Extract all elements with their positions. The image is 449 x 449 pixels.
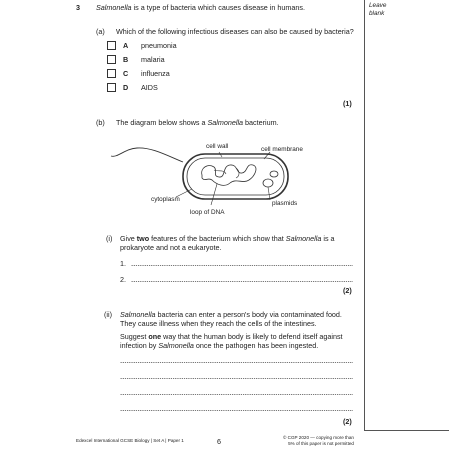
answer-2-line[interactable]: [131, 281, 353, 282]
part-b-intro-post: bacterium.: [243, 118, 279, 127]
margin-note-line2: blank: [369, 10, 385, 17]
sub-i-line1-pre: Give: [120, 234, 137, 243]
plasmid-1: [263, 179, 273, 187]
part-a-marks: (1): [343, 99, 352, 108]
question-intro-italic: Salmonella: [96, 3, 132, 12]
sub-ii-p2-line2-italic: Salmonella: [158, 341, 194, 350]
dna-loop: [202, 165, 256, 186]
sub-i-line2: prokaryote and not a eukaryote.: [120, 243, 222, 252]
option-b-letter: B: [123, 55, 129, 64]
page-number: 6: [217, 437, 221, 446]
footer-right-line1: © CGP 2020 — copying more than: [283, 435, 354, 440]
sub-ii-p1-line1: [120, 310, 342, 319]
answer-line-4[interactable]: [120, 410, 353, 411]
part-b-label: (b): [96, 118, 105, 127]
footer-right-line2: 5% of this paper is not permitted: [288, 440, 354, 446]
plasmid-2: [270, 171, 278, 177]
label-cell-wall: cell wall: [206, 143, 229, 150]
sub-i-line1-italic: Salmonella: [285, 234, 322, 243]
flagellum: [111, 148, 183, 162]
option-d-letter: D: [123, 83, 129, 92]
sub-ii-marks: (2): [343, 417, 352, 426]
cell-membrane-shape: [187, 158, 284, 195]
footer-left: Edexcel International GCSE Biology | Set A | Paper 1: [76, 438, 184, 443]
sub-ii-p2-line2-post: once the pathogen has been ingested.: [193, 341, 319, 350]
sub-ii-p2-pre: Suggest: [120, 332, 149, 341]
sub-i-line1-post: is a: [321, 234, 335, 243]
option-a-letter: A: [123, 41, 129, 50]
answer-1-label: 1.: [120, 259, 126, 268]
answer-line-3[interactable]: [120, 394, 353, 395]
margin-note-line1: Leave: [369, 2, 387, 9]
option-b-text: malaria: [141, 55, 165, 64]
option-d-text: AIDS: [141, 83, 158, 92]
question-intro-rest: is a type of bacteria which causes disease in humans.: [131, 3, 305, 12]
label-loop-of-dna: loop of DNA: [190, 209, 225, 216]
label-cell-membrane: cell membrane: [261, 146, 303, 153]
label-cytoplasm: cytoplasm: [151, 196, 180, 203]
sub-ii-p1-italic: Salmonella: [120, 310, 156, 319]
sub-i-line1: [120, 234, 335, 243]
sub-ii-p2-bold: one: [148, 332, 162, 341]
sub-i-marks: (2): [343, 286, 352, 295]
option-c-letter: C: [123, 69, 129, 78]
answer-1-line[interactable]: [131, 265, 353, 266]
sub-i-label: (i): [106, 234, 113, 243]
option-a-text: pneumonia: [141, 41, 177, 50]
answer-line-2[interactable]: [120, 378, 353, 379]
sub-ii-p2-line1: [120, 332, 343, 341]
sub-i-line1-mid: features of the bacterium which show that: [149, 234, 286, 243]
sub-ii-p2-rest: way that the human body is likely to defend itself against: [161, 332, 343, 341]
sub-ii-p2-line2: [120, 341, 318, 350]
label-plasmids: plasmids: [272, 200, 298, 207]
part-a-question: Which of the following infectious diseases can also be caused by bacteria?: [116, 27, 354, 36]
option-c-text: influenza: [141, 69, 170, 78]
answer-line-1[interactable]: [120, 362, 353, 363]
answer-2-label: 2.: [120, 275, 126, 284]
part-b-intro-italic: Salmonella: [207, 118, 244, 127]
sub-i-line1-bold: two: [136, 234, 150, 243]
sub-ii-p2-line2-pre: infection by: [120, 341, 159, 350]
sub-ii-p1-rest: bacteria can enter a person's body via contaminated food.: [155, 310, 342, 319]
sub-ii-p1-line2: They cause illness when they reach the cells of the intestines.: [120, 319, 317, 328]
part-b-intro-pre: The diagram below shows a: [116, 118, 208, 127]
part-a-label: (a): [96, 27, 105, 36]
footer-right: [283, 435, 354, 446]
question-number: 3: [76, 3, 80, 12]
sub-ii-label: (ii): [104, 310, 112, 319]
